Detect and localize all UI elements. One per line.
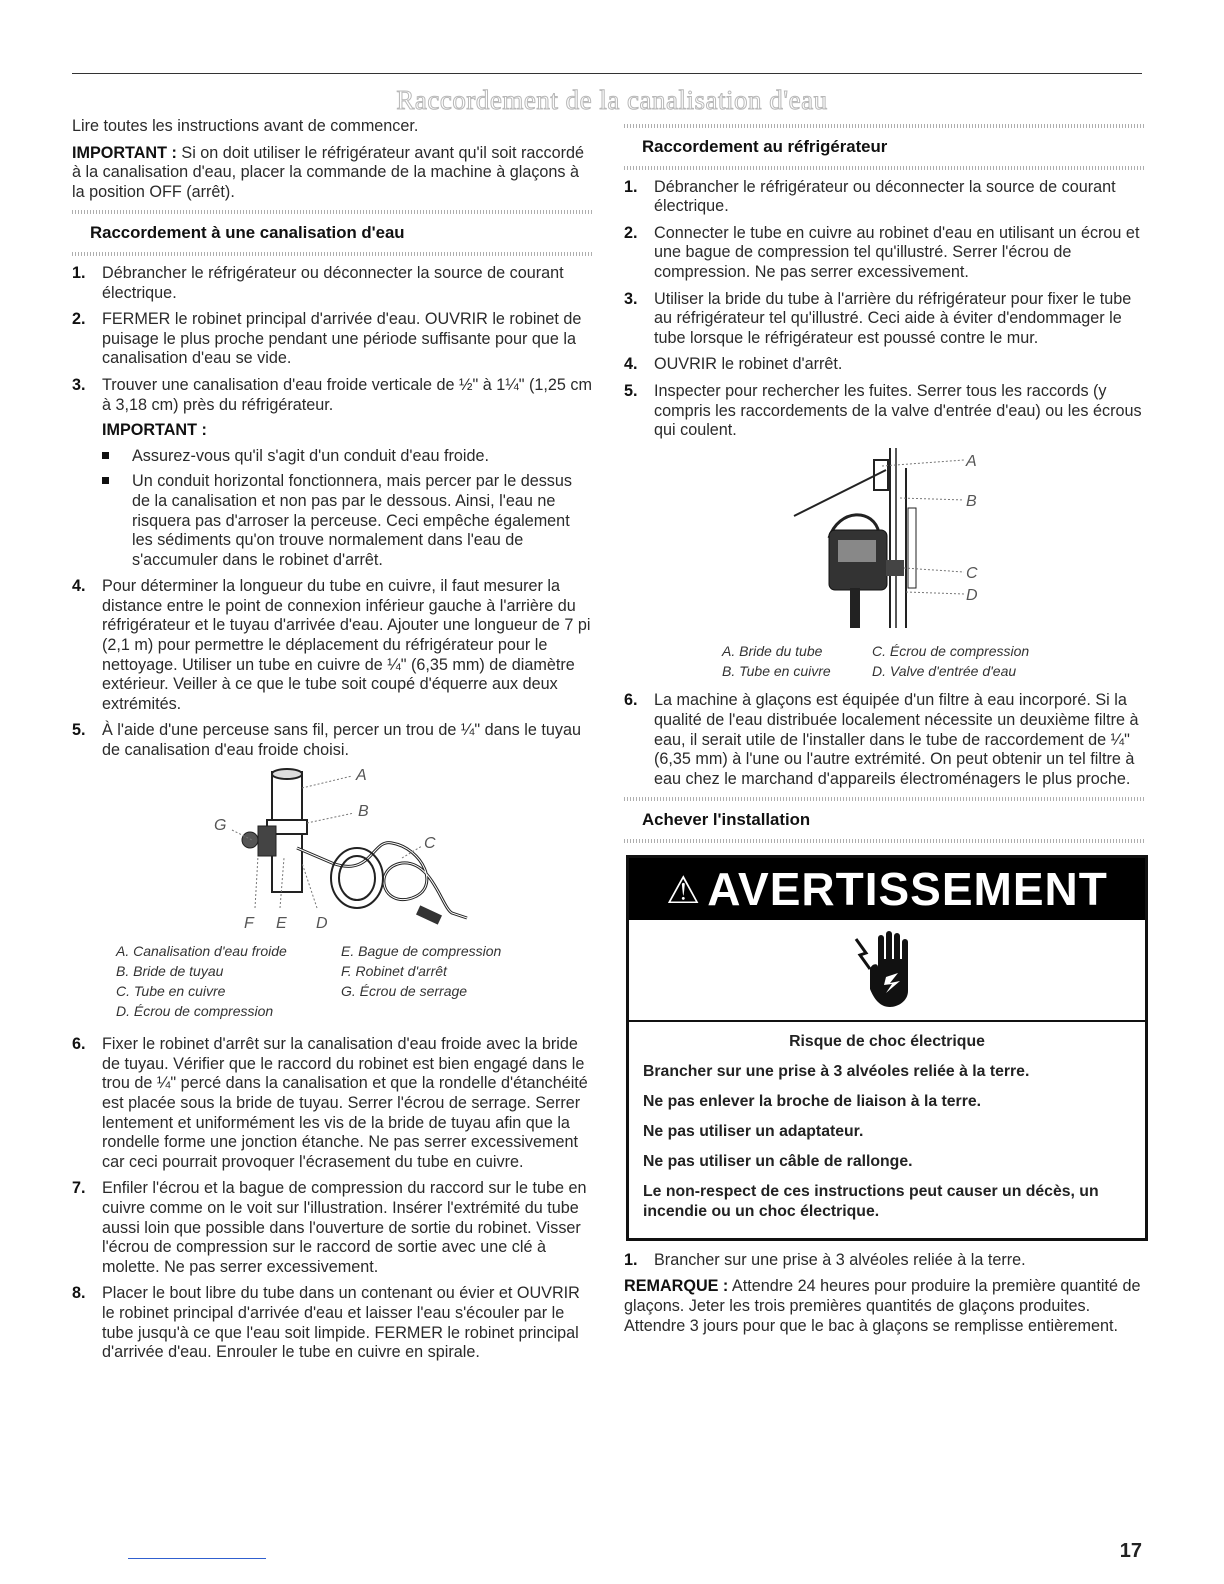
step-item <box>72 1179 592 1277</box>
step-item <box>72 721 592 760</box>
bullet-square-icon <box>102 477 109 484</box>
legend-item: A. Bride du tube <box>722 643 823 660</box>
page-title: Raccordement de la canalisation d'eau <box>396 85 828 115</box>
figure2-label-b: B <box>966 492 977 510</box>
figure2-legend <box>722 641 1144 681</box>
step-text: Débrancher le réfrigérateur ou déconnecter la source de courant électrique. <box>102 263 564 302</box>
step-text: Brancher sur une prise à 3 alvéoles reliée à la terre. <box>654 1250 1026 1269</box>
figure-shutoff-valve <box>72 768 592 942</box>
dotted-divider <box>624 166 1144 170</box>
step-text: Placer le bout libre du tube dans un contenant ou évier et OUVRIR le robinet principal d'arrivée d'eau et laisser l'eau s'écouler par le tube jusqu'à ce que l'eau soit limpide. FERMER le robinet principal d'arrivée d'eau. Enrouler le tube en cuivre en spirale. <box>102 1284 580 1362</box>
step3-important-label: IMPORTANT : <box>102 421 207 440</box>
step-text: Inspecter pour rechercher les fuites. Serrer tous les raccords (y compris les raccordements de la valve d'entrée d'eau) ou les écrous qui coulent. <box>654 381 1142 440</box>
step-text: OUVRIR le robinet d'arrêt. <box>654 355 843 374</box>
step-number: 4. <box>72 577 86 596</box>
dotted-divider <box>72 252 592 256</box>
warning-triangle-icon: ⚠ <box>666 869 702 912</box>
step-number: 1. <box>624 177 638 196</box>
step-item <box>72 376 592 570</box>
step-number: 7. <box>72 1179 86 1198</box>
figure2-label-c: C <box>966 564 978 582</box>
figure-refrigerator-valve <box>624 448 1144 642</box>
right-steps-list-b <box>624 691 1144 789</box>
step-text: Enfiler l'écrou et la bague de compression du raccord sur le tube en cuivre comme on le voit sur l'illustration. Insérer l'extrémité du tube aussi loin que possible dans l'ouverture de sortie du robinet. Visser l'écrou de compression sur le raccord de sortie avec une clé à molette. Ne pas serrer excessivement. <box>102 1179 587 1276</box>
legend-item: B. Tube en cuivre <box>722 663 831 680</box>
remarque-paragraph <box>624 1277 1144 1336</box>
bullet-text: Assurez-vous qu'il s'agit d'un conduit d'eau froide. <box>132 446 490 465</box>
step-text: Débrancher le réfrigérateur ou déconnecter la source de courant électrique. <box>654 177 1116 216</box>
legend-item: B. Bride de tuyau <box>116 963 224 980</box>
step3-bullets <box>102 447 592 571</box>
legend-item: D. Écrou de compression <box>116 1003 274 1020</box>
section-heading-water-line: Raccordement à une canalisation d'eau <box>90 223 405 243</box>
footer-line <box>128 1558 266 1559</box>
page-number: 17 <box>1119 1540 1142 1562</box>
section-heading-refrigerator: Raccordement au réfrigérateur <box>642 137 888 156</box>
bullet-text: Un conduit horizontal fonctionnera, mais percer par le dessus de la canalisation et non pas par le dessous. Ainsi, l'eau ne risquera pas d'arroser la perceuse. Ceci empêche également les sédiments qu'on trouve normalement dans l'eau de s'accumuler dans le robinet d'arrêt. <box>132 472 572 569</box>
figure1-label-a: A <box>356 767 367 784</box>
dotted-divider <box>72 210 592 214</box>
figure1-label-e: E <box>276 914 287 932</box>
step-item <box>72 310 592 369</box>
important-label: IMPORTANT : <box>72 143 177 162</box>
figure1-label-b: B <box>358 802 369 820</box>
section-heading-finish: Achever l'installation <box>642 810 811 830</box>
step-text: Fixer le robinet d'arrêt sur la canalisation d'eau froide avec la bride de tuyau. Vérifier que le raccord du robinet est bien engagé dans le trou de ¼" percé dans la canalisation et que la rondelle d'étanchéité est placée sous la bride de tuyau. Serrer l'écrou de serrage. Serrer lentement et uniformément les vis de la bride de tuyau afin que la rondelle forme une jonction étanche. Ne pas serrer excessivement car ceci pourrait provoquer l'écrasement du tube en cuivre. <box>102 1035 588 1171</box>
warning-line: Ne pas enlever la broche de liaison à la terre. <box>643 1092 982 1110</box>
figure1-legend <box>116 941 592 1021</box>
step-item <box>624 691 1144 789</box>
legend-col-2 <box>872 641 1072 681</box>
step-number: 2. <box>72 310 86 329</box>
step-text: Trouver une canalisation d'eau froide verticale de ½" à 1¼" (1,25 cm à 3,18 cm) près du réfrigérateur. <box>102 375 592 414</box>
step-number: 4. <box>624 355 638 374</box>
figure1-label-f: F <box>244 914 254 932</box>
right-steps-list-a <box>624 178 1144 441</box>
step-number: 2. <box>624 223 638 242</box>
warning-line: Ne pas utiliser un adaptateur. <box>643 1122 864 1140</box>
figure1-label-d: D <box>316 914 328 932</box>
step-text: Pour déterminer la longueur du tube en cuivre, il faut mesurer la distance entre le point de connexion inférieur gauche à l'arrière du réfrigérateur et le tuyau d'arrivée d'eau. Ajouter une longueur de 7 pi (2,1 m) pour permettre le déplacement du réfrigérateur pour le nettoyage. Utiliser un tube en cuivre de ¼" (6,35 mm) de diamètre extérieur. Veiller à ce que le tube soit coupé d'équerre aux deux extrémités. <box>102 577 591 713</box>
final-steps-list <box>624 1251 1144 1271</box>
shutoff-valve-illustration <box>72 768 592 936</box>
figure1-label-c: C <box>424 834 436 852</box>
step-item <box>624 382 1144 441</box>
figure1-label-g: G <box>214 816 227 834</box>
legend-item: C. Tube en cuivre <box>116 983 226 1000</box>
step-text: Connecter le tube en cuivre au robinet d'eau en utilisant un écrou et une bague de compression tel qu'illustré. Serrer l'écrou de compression. Ne pas serrer excessivement. <box>654 223 1140 281</box>
step-text: FERMER le robinet principal d'arrivée d'eau. OUVRIR le robinet de puisage le plus proche pendant une période suffisante pour que la canalisation d'eau se vide. <box>102 310 582 368</box>
warning-box <box>626 855 1148 1241</box>
warning-title: AVERTISSEMENT <box>707 862 1108 915</box>
legend-item: E. Bague de compression <box>341 943 502 960</box>
step-number: 8. <box>72 1284 86 1303</box>
step-number: 6. <box>624 691 638 710</box>
left-column <box>72 117 592 1370</box>
electric-shock-hand-icon <box>852 929 922 1011</box>
step-item <box>72 1284 592 1362</box>
legend-col-2 <box>341 941 551 1021</box>
warning-icon-area <box>629 920 1145 1022</box>
warning-line: Ne pas utiliser un câble de rallonge. <box>643 1152 913 1170</box>
bullet-item <box>102 447 592 467</box>
legend-item: D. Valve d'entrée d'eau <box>872 663 1017 680</box>
step-number: 3. <box>624 289 638 308</box>
warning-risk: Risque de choc électrique <box>789 1032 985 1050</box>
steps-list-a <box>72 264 592 761</box>
legend-col-1 <box>722 641 872 681</box>
intro-text: Lire toutes les instructions avant de commencer. <box>72 117 419 135</box>
step-number: 1. <box>72 263 86 282</box>
step-item <box>72 1035 592 1172</box>
warning-banner <box>629 858 1145 920</box>
warning-text <box>629 1022 1145 1238</box>
dotted-divider <box>624 124 1144 128</box>
step-text: À l'aide d'une perceuse sans fil, percer un trou de ¼" dans le tuyau de canalisation d'eau froide choisi. <box>102 721 581 760</box>
legend-col-1 <box>116 941 341 1021</box>
step-item <box>624 178 1144 217</box>
warning-line: Le non-respect de ces instructions peut causer un décès, un incendie ou un choc électrique. <box>643 1182 1099 1220</box>
water-valve-illustration <box>624 448 1144 636</box>
figure2-label-a: A <box>966 452 977 470</box>
top-rule <box>72 73 1142 74</box>
step-item <box>624 355 1144 375</box>
dotted-divider <box>624 797 1144 801</box>
bullet-item <box>102 472 592 570</box>
remarque-text: Attendre 24 heures pour produire la première quantité de glaçons. Jeter les trois premières quantités de glaçons produites. Attendre 3 jours pour que le bac à glaçons se remplisse entièrement. <box>624 1277 1141 1335</box>
legend-item: C. Écrou de compression <box>872 643 1030 660</box>
step-item <box>72 264 592 303</box>
important-paragraph <box>72 144 592 203</box>
step-number: 3. <box>72 375 86 394</box>
step-number: 5. <box>72 721 86 740</box>
right-column <box>624 124 1144 1343</box>
step-item <box>72 577 592 714</box>
step-item <box>624 224 1144 283</box>
bullet-square-icon <box>102 452 109 459</box>
step-item <box>624 290 1144 349</box>
remarque-label: REMARQUE : <box>624 1277 729 1296</box>
legend-item: G. Écrou de serrage <box>341 983 468 1000</box>
step-item <box>624 1251 1144 1271</box>
important-text: Si on doit utiliser le réfrigérateur avant qu'il soit raccordé à la canalisation d'eau, placer la commande de la machine à glaçons à la position OFF (arrêt). <box>72 143 584 201</box>
step-number: 5. <box>624 381 638 400</box>
legend-item: F. Robinet d'arrêt <box>341 963 447 980</box>
warning-line: Brancher sur une prise à 3 alvéoles reliée à la terre. <box>643 1062 1030 1080</box>
step-number: 6. <box>72 1035 86 1054</box>
dotted-divider <box>624 839 1144 843</box>
step-text: Utiliser la bride du tube à l'arrière du réfrigérateur pour fixer le tube au réfrigérateur tel qu'illustré. Ceci aide à éviter d'endommager le tube lorsque le réfrigérateur est poussé contre le mur. <box>654 289 1132 347</box>
legend-item: A. Canalisation d'eau froide <box>116 943 287 960</box>
step-text: La machine à glaçons est équipée d'un filtre à eau incorporé. Si la qualité de l'eau distribuée localement nécessite un deuxième filtre à eau, il serait utile de l'installer dans le tube de raccordement de ¼" (6,35 mm) à l'une ou l'autre extrémité. On peut obtenir un tel filtre à eau chez le marchand d'appareils électroménagers le plus proche. <box>654 691 1139 788</box>
steps-list-c <box>72 1035 592 1363</box>
step-number: 1. <box>624 1250 638 1269</box>
figure2-label-d: D <box>966 586 978 604</box>
